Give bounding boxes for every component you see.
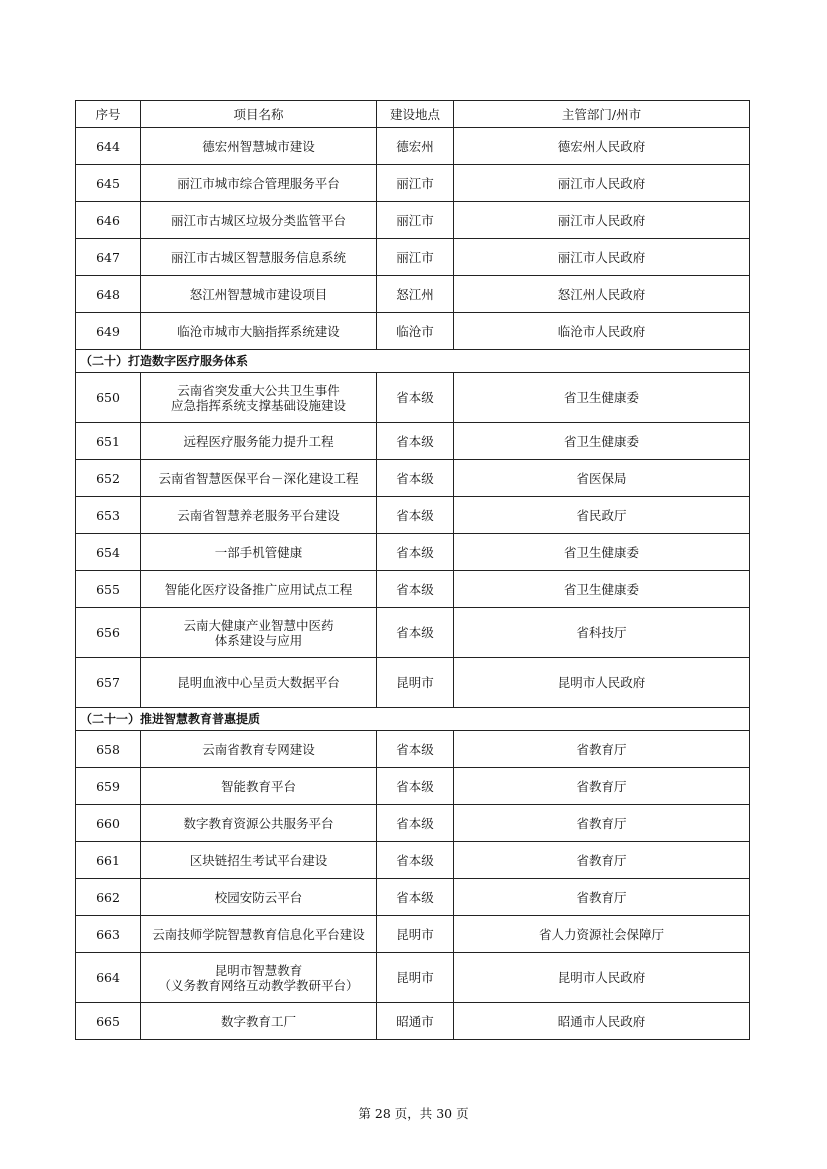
cell-location: 省本级 (377, 608, 454, 658)
cell-name: 校园安防云平台 (141, 879, 377, 916)
cell-no: 651 (76, 423, 141, 460)
section-row (76, 350, 750, 373)
cell-dept: 省教育厅 (454, 842, 750, 879)
cell-location: 省本级 (377, 460, 454, 497)
cell-dept: 省教育厅 (454, 731, 750, 768)
cell-location: 省本级 (377, 842, 454, 879)
cell-name: 数字教育资源公共服务平台 (141, 805, 377, 842)
cell-location: 省本级 (377, 534, 454, 571)
cell-dept: 丽江市人民政府 (454, 165, 750, 202)
cell-location: 省本级 (377, 731, 454, 768)
cell-location: 临沧市 (377, 313, 454, 350)
cell-location: 昆明市 (377, 658, 454, 708)
cell-no: 662 (76, 879, 141, 916)
cell-name: 昆明市智慧教育 （义务教育网络互动教学教研平台） (141, 953, 377, 1003)
cell-name: 区块链招生考试平台建设 (141, 842, 377, 879)
cell-dept: 省卫生健康委 (454, 534, 750, 571)
cell-no: 648 (76, 276, 141, 313)
table-body (76, 128, 750, 1040)
cell-location: 省本级 (377, 879, 454, 916)
cell-dept: 省卫生健康委 (454, 423, 750, 460)
cell-dept: 省卫生健康委 (454, 373, 750, 423)
cell-dept: 省民政厅 (454, 497, 750, 534)
table-row (76, 842, 750, 879)
cell-location: 丽江市 (377, 165, 454, 202)
cell-location: 省本级 (377, 373, 454, 423)
cell-dept: 省人力资源社会保障厅 (454, 916, 750, 953)
cell-no: 664 (76, 953, 141, 1003)
cell-dept: 省教育厅 (454, 805, 750, 842)
table-row (76, 313, 750, 350)
cell-no: 665 (76, 1003, 141, 1040)
cell-no: 645 (76, 165, 141, 202)
table-row (76, 373, 750, 423)
cell-location: 丽江市 (377, 202, 454, 239)
cell-no: 650 (76, 373, 141, 423)
cell-name: 智能教育平台 (141, 768, 377, 805)
cell-name: 云南省教育专网建设 (141, 731, 377, 768)
cell-dept: 省教育厅 (454, 879, 750, 916)
table-row (76, 276, 750, 313)
cell-dept: 昭通市人民政府 (454, 1003, 750, 1040)
cell-no: 644 (76, 128, 141, 165)
cell-name: 远程医疗服务能力提升工程 (141, 423, 377, 460)
cell-location: 德宏州 (377, 128, 454, 165)
cell-name: 云南省智慧医保平台－深化建设工程 (141, 460, 377, 497)
table-row (76, 128, 750, 165)
table-row (76, 497, 750, 534)
cell-dept: 省科技厅 (454, 608, 750, 658)
table-row (76, 202, 750, 239)
cell-no: 652 (76, 460, 141, 497)
cell-dept: 丽江市人民政府 (454, 239, 750, 276)
cell-location: 昆明市 (377, 916, 454, 953)
cell-name: 丽江市古城区智慧服务信息系统 (141, 239, 377, 276)
cell-location: 省本级 (377, 571, 454, 608)
cell-no: 646 (76, 202, 141, 239)
cell-name: 云南技师学院智慧教育信息化平台建设 (141, 916, 377, 953)
table-row (76, 423, 750, 460)
cell-no: 660 (76, 805, 141, 842)
cell-dept: 昆明市人民政府 (454, 953, 750, 1003)
cell-name: 怒江州智慧城市建设项目 (141, 276, 377, 313)
cell-dept: 怒江州人民政府 (454, 276, 750, 313)
cell-location: 昭通市 (377, 1003, 454, 1040)
cell-dept: 临沧市人民政府 (454, 313, 750, 350)
cell-dept: 昆明市人民政府 (454, 658, 750, 708)
cell-no: 658 (76, 731, 141, 768)
cell-no: 649 (76, 313, 141, 350)
table-row (76, 571, 750, 608)
table-row (76, 1003, 750, 1040)
header-location: 建设地点 (377, 101, 454, 128)
cell-name: 云南省智慧养老服务平台建设 (141, 497, 377, 534)
header-name: 项目名称 (141, 101, 377, 128)
cell-no: 653 (76, 497, 141, 534)
cell-location: 省本级 (377, 768, 454, 805)
cell-location: 昆明市 (377, 953, 454, 1003)
table-row (76, 460, 750, 497)
cell-no: 657 (76, 658, 141, 708)
table-row (76, 879, 750, 916)
table-row (76, 805, 750, 842)
section-title: （二十一）推进智慧教育普惠提质 (76, 708, 750, 731)
cell-location: 怒江州 (377, 276, 454, 313)
cell-name: 云南大健康产业智慧中医药 体系建设与应用 (141, 608, 377, 658)
table-row (76, 534, 750, 571)
table-header-row (76, 101, 750, 128)
cell-location: 丽江市 (377, 239, 454, 276)
cell-name: 丽江市古城区垃圾分类监管平台 (141, 202, 377, 239)
cell-name: 丽江市城市综合管理服务平台 (141, 165, 377, 202)
cell-location: 省本级 (377, 805, 454, 842)
table-row (76, 658, 750, 708)
cell-name: 数字教育工厂 (141, 1003, 377, 1040)
cell-location: 省本级 (377, 423, 454, 460)
cell-dept: 德宏州人民政府 (454, 128, 750, 165)
table-row (76, 165, 750, 202)
cell-name: 智能化医疗设备推广应用试点工程 (141, 571, 377, 608)
project-table (75, 100, 750, 1040)
table-row (76, 731, 750, 768)
cell-dept: 省医保局 (454, 460, 750, 497)
table-row (76, 916, 750, 953)
cell-no: 661 (76, 842, 141, 879)
table-row (76, 953, 750, 1003)
table-row (76, 608, 750, 658)
cell-no: 663 (76, 916, 141, 953)
cell-name: 昆明血液中心呈贡大数据平台 (141, 658, 377, 708)
cell-no: 654 (76, 534, 141, 571)
cell-dept: 丽江市人民政府 (454, 202, 750, 239)
cell-location: 省本级 (377, 497, 454, 534)
cell-name: 临沧市城市大脑指挥系统建设 (141, 313, 377, 350)
header-dept: 主管部门/州市 (454, 101, 750, 128)
cell-dept: 省教育厅 (454, 768, 750, 805)
page-footer: 第 28 页，共 30 页 (358, 1106, 469, 1121)
section-row (76, 708, 750, 731)
section-title: （二十）打造数字医疗服务体系 (76, 350, 750, 373)
cell-no: 655 (76, 571, 141, 608)
cell-name: 云南省突发重大公共卫生事件 应急指挥系统支撑基础设施建设 (141, 373, 377, 423)
header-no: 序号 (76, 101, 141, 128)
cell-no: 647 (76, 239, 141, 276)
cell-name: 德宏州智慧城市建设 (141, 128, 377, 165)
table-row (76, 239, 750, 276)
cell-no: 656 (76, 608, 141, 658)
cell-no: 659 (76, 768, 141, 805)
cell-name: 一部手机管健康 (141, 534, 377, 571)
table-row (76, 768, 750, 805)
cell-dept: 省卫生健康委 (454, 571, 750, 608)
